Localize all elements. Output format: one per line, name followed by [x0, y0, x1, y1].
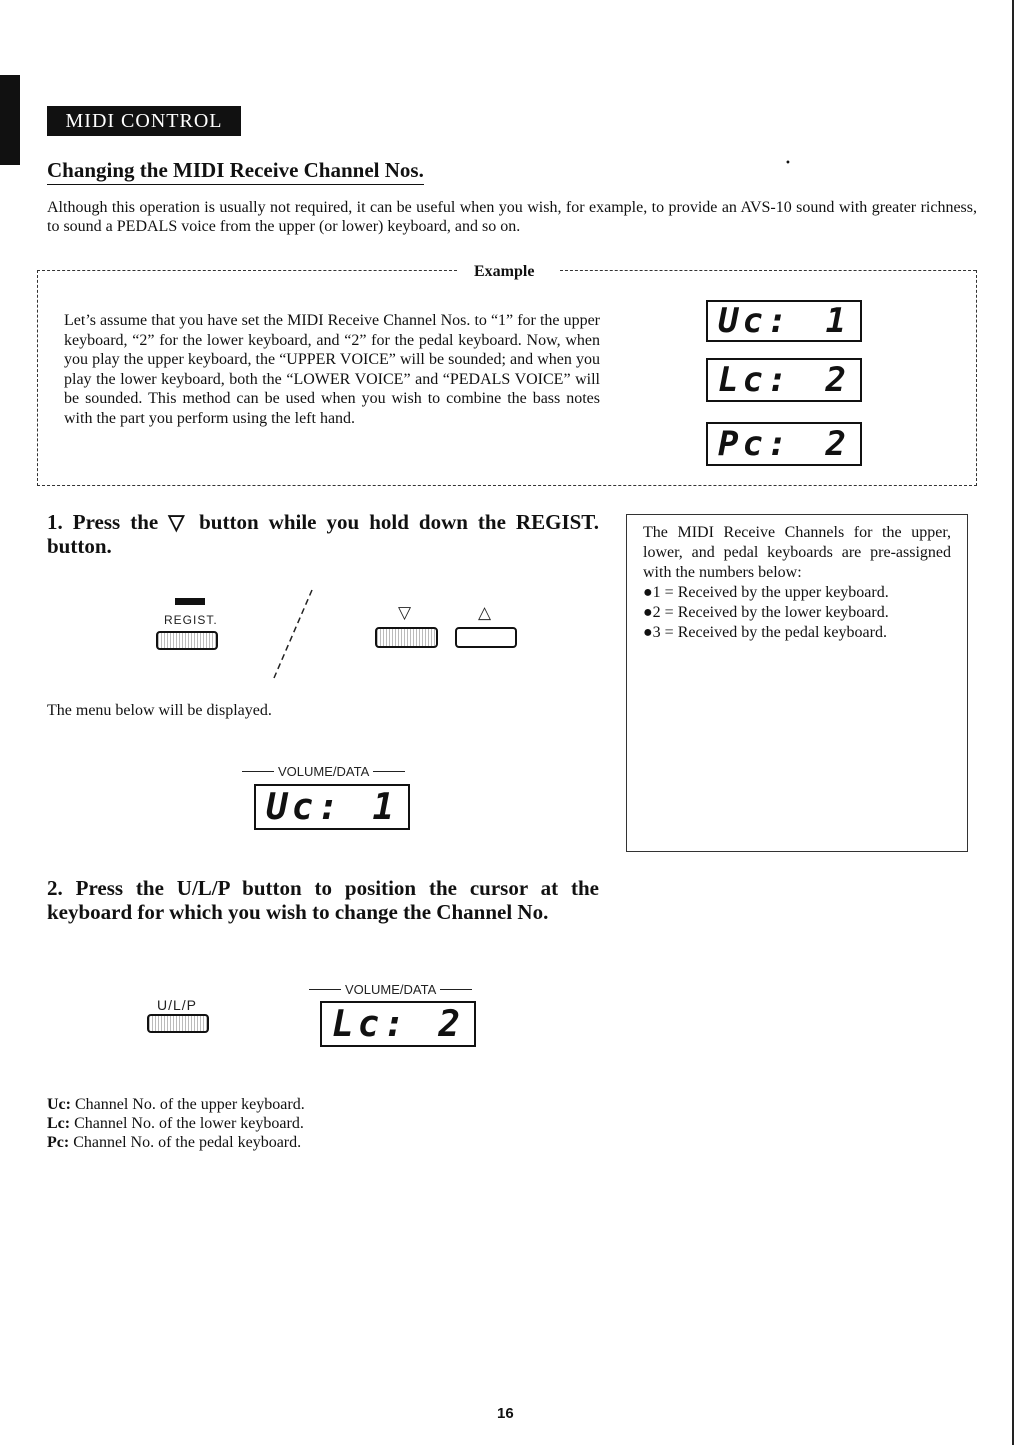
- menu-displayed-text: The menu below will be displayed.: [47, 702, 272, 719]
- legend-key: Uc:: [47, 1096, 71, 1113]
- display-value: 1: [825, 301, 850, 341]
- legend-desc: Channel No. of the pedal keyboard.: [73, 1134, 302, 1151]
- volume-label-text: VOLUME/DATA: [345, 982, 437, 997]
- legend-item: [47, 1114, 305, 1133]
- display-value: 1: [372, 786, 398, 828]
- note-item-3: ●3 = Received by the pedal keyboard.: [643, 624, 887, 641]
- stray-mark: •: [785, 158, 791, 169]
- dash-left: [309, 989, 341, 990]
- example-display-lower: [706, 358, 862, 402]
- display-value: 2: [825, 424, 850, 464]
- ulp-label: U/L/P: [157, 997, 198, 1013]
- regist-label: REGIST.: [164, 613, 218, 627]
- display-code: Uc:: [266, 786, 344, 828]
- example-border-left: [37, 270, 457, 271]
- display-value: 2: [438, 1003, 464, 1045]
- intro-paragraph: Although this operation is usually not required, it can be useful when you wish, for example, to provide an AVS-10 sound with greater richness, to sound a PEDALS voice from the upper (or lower) keyboard, and so on.: [47, 199, 977, 235]
- edge-tab: [0, 75, 20, 165]
- page-number: 16: [497, 1405, 514, 1422]
- up-symbol: △: [478, 603, 493, 622]
- step-2-instruction: 2. Press the U/L/P button to position the cursor at the keyboard for which you wish to change the Channel No.: [47, 876, 599, 924]
- page-heading: Changing the MIDI Receive Channel Nos.: [47, 158, 424, 185]
- channel-note-box: [626, 514, 968, 852]
- legend-list: [47, 1095, 305, 1152]
- regist-button[interactable]: [156, 631, 218, 650]
- example-label: Example: [468, 263, 540, 281]
- legend-key: Pc:: [47, 1134, 70, 1151]
- dash-right: [440, 989, 472, 990]
- step-2-display: [320, 1001, 476, 1047]
- volume-label-text: VOLUME/DATA: [278, 764, 370, 779]
- note-intro: The MIDI Receive Channels for the upper, lower, and pedal keyboards are pre-assigned with the numbers below:: [643, 524, 951, 581]
- example-border-right: [560, 270, 976, 271]
- page-edge-rule: [1012, 0, 1014, 1445]
- display-value: 2: [825, 360, 850, 400]
- example-display-pedal: [706, 422, 862, 466]
- legend-key: Lc:: [47, 1115, 71, 1132]
- note-item-1: ●1 = Received by the upper keyboard.: [643, 584, 889, 601]
- volume-data-label-1: [242, 764, 405, 779]
- regist-indicator: [175, 598, 205, 605]
- legend-desc: Channel No. of the upper keyboard.: [74, 1096, 305, 1113]
- display-code: Lc:: [718, 360, 792, 400]
- down-button[interactable]: [375, 627, 438, 648]
- section-banner: MIDI CONTROL: [47, 106, 241, 136]
- ulp-button[interactable]: [147, 1014, 209, 1033]
- dash-right: [373, 771, 405, 772]
- step-1-instruction: 1. Press the ▽ button while you hold down the REGIST. button.: [47, 510, 599, 558]
- example-display-upper: [706, 300, 862, 342]
- note-item-2: ●2 = Received by the lower keyboard.: [643, 604, 889, 621]
- example-text: Let’s assume that you have set the MIDI Receive Channel Nos. to “1” for the upper keyboard, “2” for the lower keyboard, and “2” for the pedal keyboard. Now, when you play the upper keyboard, the “UPPER VOICE” will be sounded; and when you play the lower keyboard, both the “LOWER VOICE” and “PEDALS VOICE” will be sounded. This method can be used when you wish to combine the bass notes with the part you perform using the left hand.: [64, 312, 600, 427]
- down-symbol: ▽: [398, 603, 413, 622]
- display-code: Uc:: [718, 301, 792, 341]
- hold-slash-icon: [268, 588, 318, 680]
- legend-item: [47, 1133, 305, 1152]
- step-1-display: [254, 784, 410, 830]
- dash-left: [242, 771, 274, 772]
- display-code: Lc:: [332, 1003, 410, 1045]
- up-button[interactable]: [455, 627, 517, 648]
- legend-item: [47, 1095, 305, 1114]
- legend-desc: Channel No. of the lower keyboard.: [74, 1115, 304, 1132]
- volume-data-label-2: [309, 982, 472, 997]
- display-code: Pc:: [718, 424, 792, 464]
